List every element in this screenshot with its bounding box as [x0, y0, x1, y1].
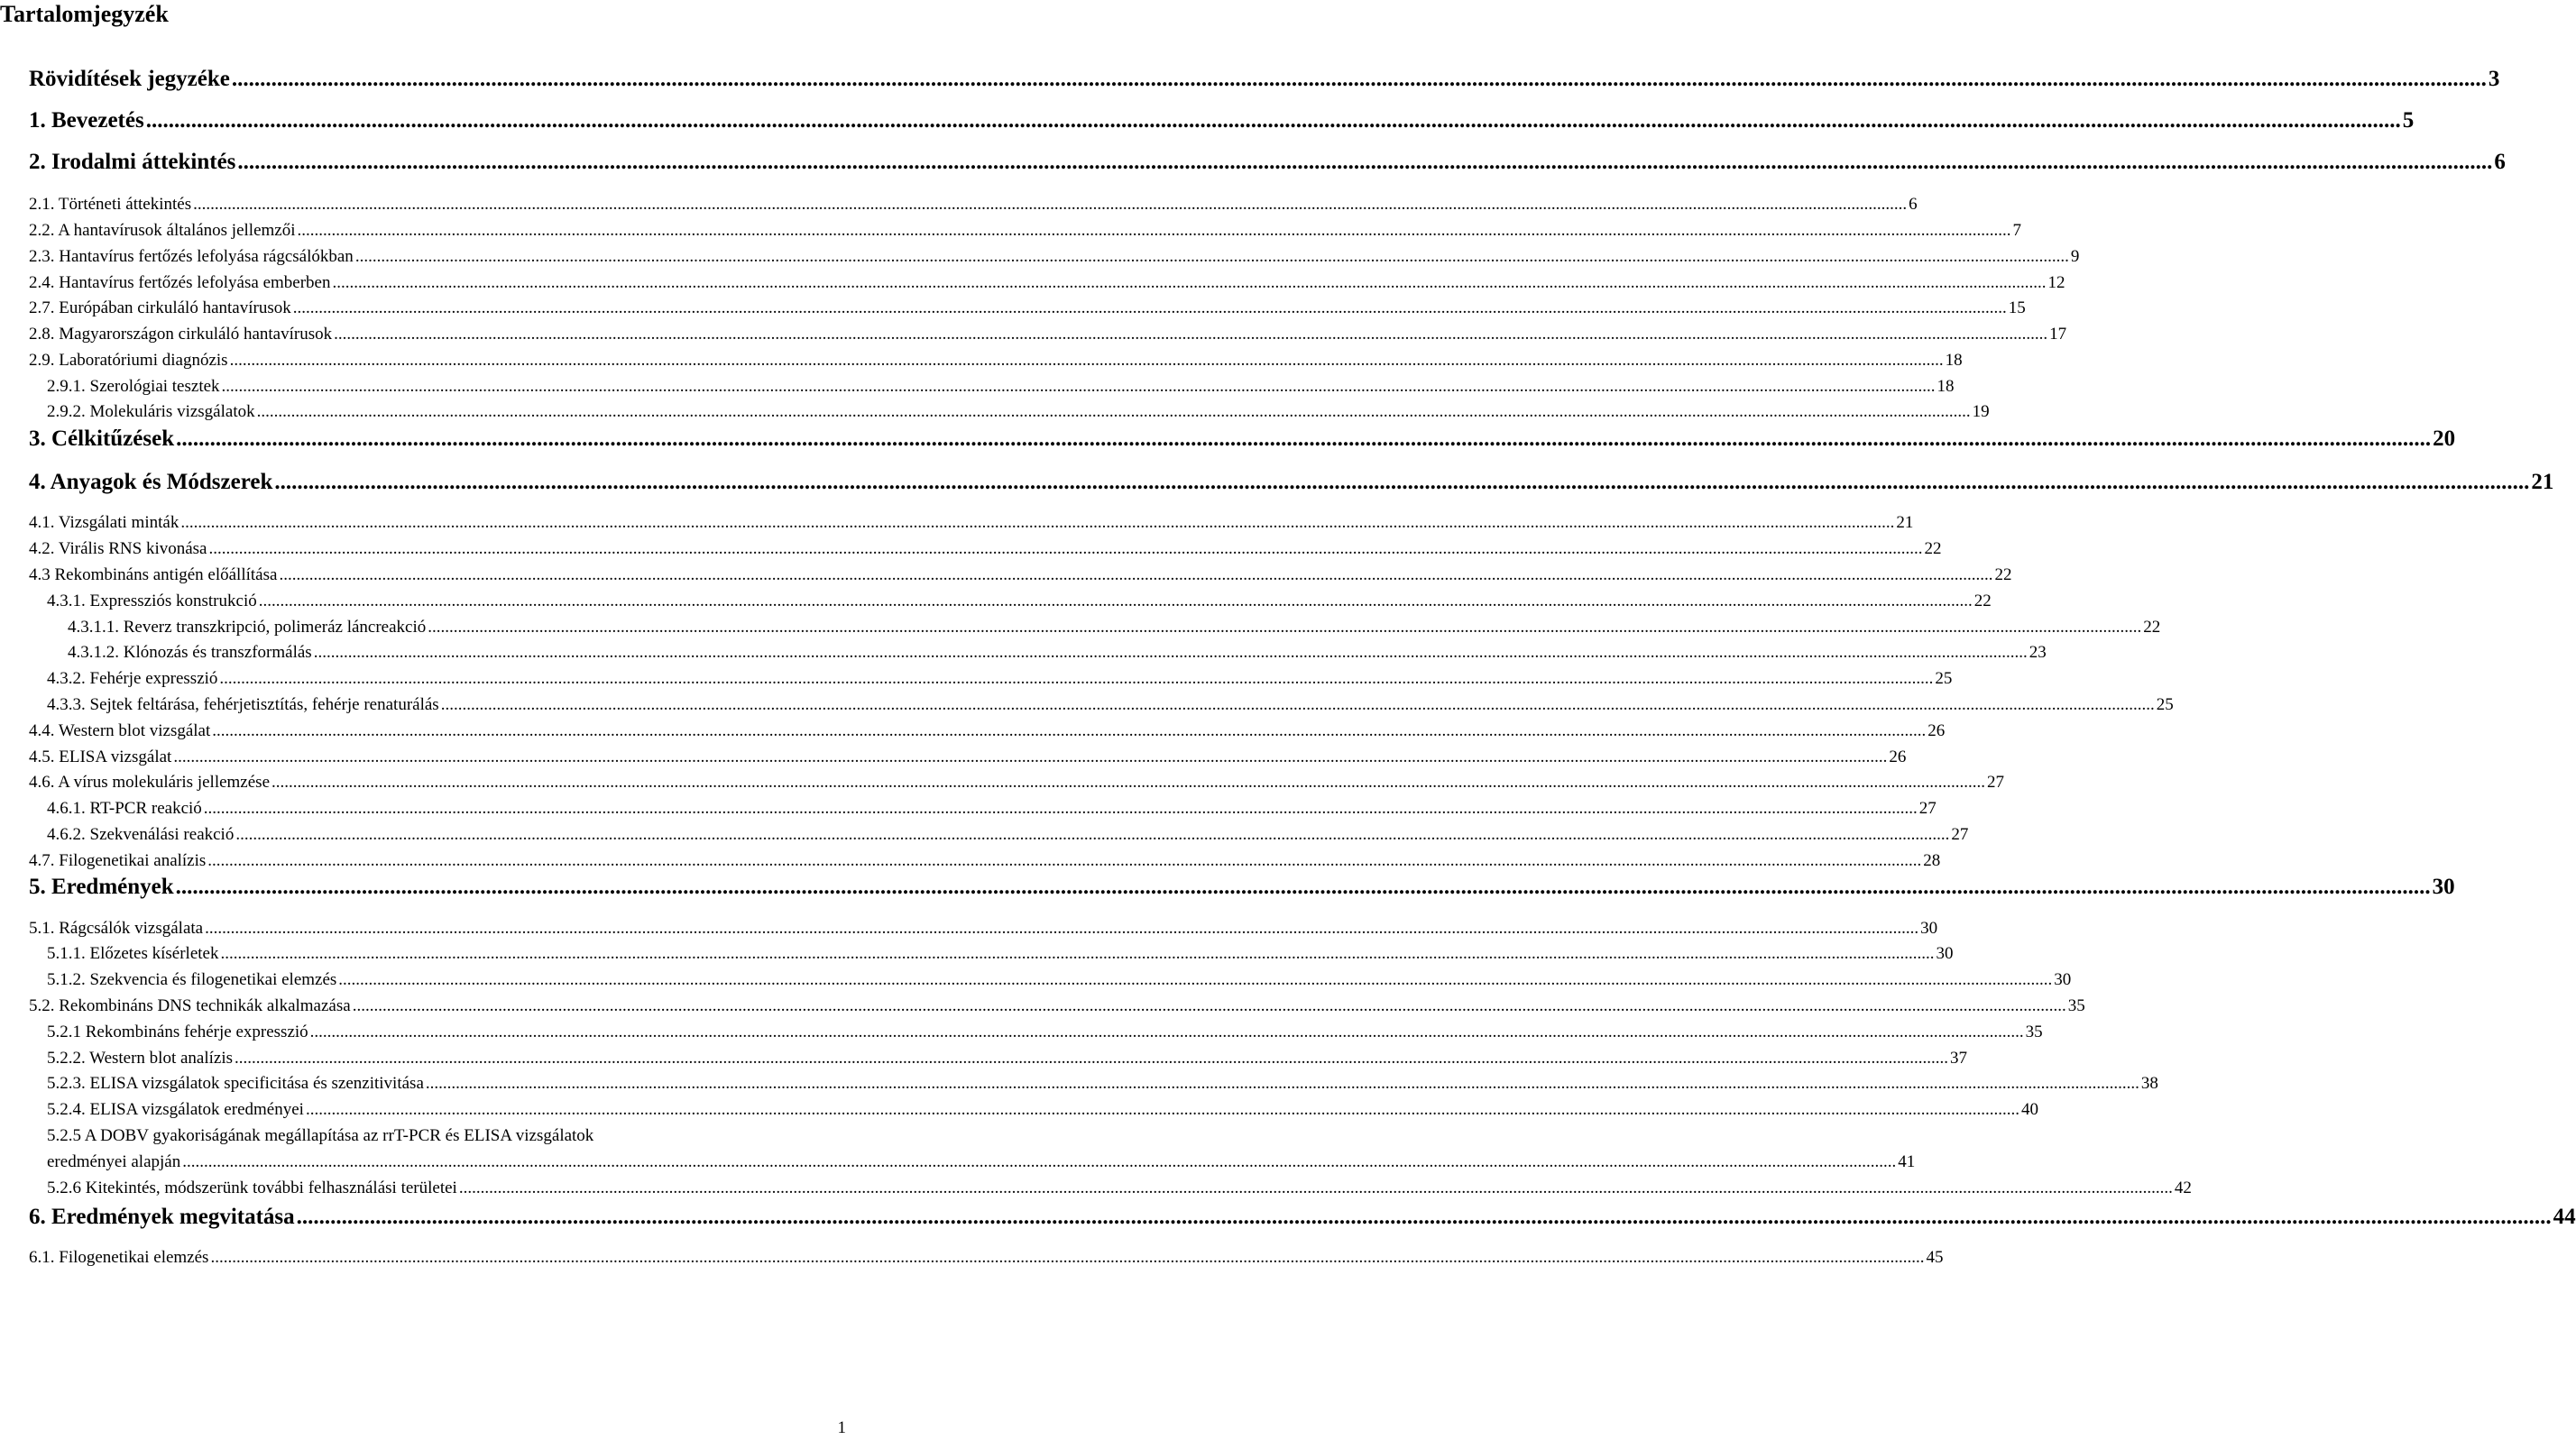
toc-entry-page: 41	[1898, 1152, 1916, 1171]
toc-entry-page: 40	[2020, 1100, 2038, 1119]
toc-entry-page: 22	[2143, 618, 2161, 637]
toc-entry[interactable]	[47, 1152, 1916, 1172]
toc-dot-leader: ................................................................................................................................................................................................................................................................................................................................................................................................................	[271, 773, 1986, 792]
toc-dot-leader: ................................................................................................................................................................................................................................................................................................................................................................................................................	[274, 470, 2530, 494]
toc-entry-page: 27	[1951, 825, 1969, 844]
toc-dot-leader: ................................................................................................................................................................................................................................................................................................................................................................................................................	[279, 565, 1993, 584]
toc-dot-leader: ................................................................................................................................................................................................................................................................................................................................................................................................................	[313, 643, 2028, 662]
toc-dot-leader: ................................................................................................................................................................................................................................................................................................................................................................................................................	[180, 513, 1895, 532]
toc-entry-label: 5.1. Rágcsálók vizsgálata	[29, 919, 204, 938]
toc-entry-label: 6.1. Filogenetikai elemzés	[29, 1248, 209, 1267]
toc-dot-leader: ................................................................................................................................................................................................................................................................................................................................................................................................................	[182, 1152, 1897, 1171]
toc-entry-page: 22	[1973, 592, 1992, 610]
toc-dot-leader: ................................................................................................................................................................................................................................................................................................................................................................................................................	[221, 377, 1936, 396]
toc-entry-label: 4.3.1. Expressziós konstrukció	[47, 592, 257, 610]
toc-dot-leader: ................................................................................................................................................................................................................................................................................................................................................................................................................	[354, 247, 2069, 266]
toc-entry[interactable]	[29, 221, 2021, 241]
toc-entry-label: 5.2.4. ELISA vizsgálatok eredményei	[47, 1100, 304, 1119]
toc-entry-label: 3. Célkitűzések	[29, 426, 175, 451]
toc-entry[interactable]	[29, 325, 2067, 344]
toc-dot-leader: ................................................................................................................................................................................................................................................................................................................................................................................................................	[175, 875, 2431, 899]
toc-dot-leader: ................................................................................................................................................................................................................................................................................................................................................................................................................	[237, 150, 2493, 174]
toc-entry-label: eredményei alapján	[47, 1152, 181, 1171]
page-number: 1	[837, 1418, 846, 1437]
toc-entry-label: 4.3.1.1. Reverz transzkripció, polimeráz láncreakció	[68, 618, 427, 637]
toc-entry-label: 2.1. Történeti áttekintés	[29, 195, 192, 214]
toc-entry[interactable]	[29, 721, 1946, 741]
toc-entry-label: 5. Eredmények	[29, 875, 174, 899]
toc-dot-leader: ................................................................................................................................................................................................................................................................................................................................................................................................................	[296, 1205, 2552, 1229]
toc-dot-leader: ................................................................................................................................................................................................................................................................................................................................................................................................................	[428, 618, 2142, 637]
toc-entry-page: 26	[1927, 721, 1946, 740]
toc-dot-leader: ................................................................................................................................................................................................................................................................................................................................................................................................................	[229, 351, 1944, 370]
toc-entry-page: 12	[2047, 273, 2065, 292]
toc-entry-label: 4.6. A vírus molekuláris jellemzése	[29, 773, 271, 792]
toc-entry-label: 2.9.2. Molekuláris vizsgálatok	[47, 402, 255, 421]
toc-dot-leader: ................................................................................................................................................................................................................................................................................................................................................................................................................	[440, 695, 2155, 714]
toc-entry-page: 28	[1923, 851, 1941, 870]
toc-entry-page: 6	[2494, 150, 2506, 174]
toc-entry-label: 4. Anyagok és Módszerek	[29, 470, 273, 494]
toc-entry-label: 2.9.1. Szerológiai tesztek	[47, 377, 220, 396]
toc-entry-page: 45	[1926, 1248, 1944, 1267]
toc-entry[interactable]	[29, 247, 2080, 267]
toc-dot-leader: ................................................................................................................................................................................................................................................................................................................................................................................................................	[352, 996, 2066, 1015]
toc-entry-label: 5.2.5 A DOBV gyakoriságának megállapítása az rrT-PCR és ELISA vizsgálatok	[47, 1126, 594, 1145]
toc-dot-leader: ................................................................................................................................................................................................................................................................................................................................................................................................................	[173, 748, 1888, 766]
toc-entry-page: 30	[1920, 919, 1938, 938]
toc-entry-label: 2. Irodalmi áttekintés	[29, 150, 236, 174]
toc-entry[interactable]	[47, 1100, 2038, 1120]
toc-entry-page: 30	[2054, 970, 2072, 989]
toc-dot-leader: ................................................................................................................................................................................................................................................................................................................................................................................................................	[305, 1100, 2019, 1119]
toc-entry[interactable]	[29, 351, 1963, 371]
toc-entry-label: 4.5. ELISA vizsgálat	[29, 748, 172, 766]
toc-entry-label: 4.3.3. Sejtek feltárása, fehérjetisztítás, fehérje renaturálás	[47, 695, 439, 714]
toc-entry-label: 4.6.1. RT-PCR reakció	[47, 799, 202, 818]
toc-entry-page: 17	[2049, 325, 2067, 344]
toc-entry[interactable]	[47, 1074, 2158, 1094]
toc-entry-page: 9	[2070, 247, 2080, 266]
toc-dot-leader: ................................................................................................................................................................................................................................................................................................................................................................................................................	[193, 195, 1908, 214]
toc-entry[interactable]	[47, 1179, 2192, 1198]
toc-entry-page: 22	[1994, 565, 2012, 584]
toc-entry-label: 5.2.2. Western blot analízis	[47, 1049, 234, 1068]
toc-entry-page: 18	[1937, 377, 1955, 396]
toc-dot-leader: ................................................................................................................................................................................................................................................................................................................................................................................................................	[212, 721, 1927, 740]
toc-entry[interactable]	[29, 996, 2085, 1016]
toc-entry-label: 2.3. Hantavírus fertőzés lefolyása rágcsálókban	[29, 247, 354, 266]
toc-entry-label: 5.2.1 Rekombináns fehérje expresszió	[47, 1023, 308, 1041]
toc-entry-label: 5.2. Rekombináns DNS technikák alkalmazása	[29, 996, 351, 1015]
toc-entry-page: 25	[1935, 669, 1953, 688]
toc-entry-page: 35	[2067, 996, 2085, 1015]
toc-entry[interactable]	[47, 970, 2072, 990]
toc-entry[interactable]	[29, 67, 2500, 92]
toc-dot-leader: ................................................................................................................................................................................................................................................................................................................................................................................................................	[458, 1179, 2173, 1197]
toc-entry-page: 19	[1972, 402, 1990, 421]
toc-entry[interactable]	[47, 592, 1992, 611]
toc-entry-page: 30	[2432, 875, 2455, 899]
toc-dot-leader: ................................................................................................................................................................................................................................................................................................................................................................................................................	[338, 970, 2053, 989]
toc-entry-label: 5.1.2. Szekvencia és filogenetikai elemzés	[47, 970, 337, 989]
toc-dot-leader: ................................................................................................................................................................................................................................................................................................................................................................................................................	[203, 799, 1918, 818]
toc-entry-page: 21	[2531, 470, 2554, 494]
toc-entry[interactable]	[29, 748, 1907, 767]
toc-entry[interactable]	[29, 773, 2005, 793]
toc-dot-leader: ................................................................................................................................................................................................................................................................................................................................................................................................................	[145, 108, 2401, 133]
toc-dot-leader: ................................................................................................................................................................................................................................................................................................................................................................................................................	[176, 426, 2432, 451]
toc-entry-page: 35	[2025, 1023, 2043, 1041]
toc-entry-label: 2.4. Hantavírus fertőzés lefolyása emberben	[29, 273, 331, 292]
toc-entry-page: 25	[2156, 695, 2174, 714]
toc-entry[interactable]	[29, 470, 2554, 495]
toc-dot-leader: ................................................................................................................................................................................................................................................................................................................................................................................................................	[334, 325, 2048, 344]
toc-dot-leader: ................................................................................................................................................................................................................................................................................................................................................................................................................	[219, 669, 1934, 688]
toc-entry-label: 4.3 Rekombináns antigén előállítása	[29, 565, 278, 584]
toc-dot-leader: ................................................................................................................................................................................................................................................................................................................................................................................................................	[205, 919, 1919, 938]
toc-entry-label: 2.9. Laboratóriumi diagnózis	[29, 351, 228, 370]
toc-dot-leader: ................................................................................................................................................................................................................................................................................................................................................................................................................	[425, 1074, 2139, 1093]
toc-entry-page: 22	[1924, 539, 1942, 558]
toc-entry-page: 38	[2140, 1074, 2158, 1093]
toc-entry[interactable]	[47, 825, 1969, 845]
toc-entry-label: 4.4. Western blot vizsgálat	[29, 721, 211, 740]
toc-dot-leader: ................................................................................................................................................................................................................................................................................................................................................................................................................	[258, 592, 1973, 610]
toc-entry-label: 2.7. Európában cirkuláló hantavírusok	[29, 298, 291, 317]
toc-entry-label: 4.2. Virális RNS kivonása	[29, 539, 207, 558]
toc-entry[interactable]	[29, 851, 1941, 871]
toc-dot-leader: ................................................................................................................................................................................................................................................................................................................................................................................................................	[235, 1049, 1949, 1068]
toc-entry[interactable]	[29, 1205, 2576, 1230]
toc-entry[interactable]	[47, 1049, 1968, 1069]
toc-entry[interactable]	[29, 150, 2506, 175]
toc-entry[interactable]	[29, 426, 2456, 452]
toc-entry-page: 3	[2488, 67, 2500, 91]
toc-entry-page: 20	[2433, 426, 2456, 451]
toc-entry[interactable]	[47, 1023, 2043, 1042]
toc-dot-leader: ................................................................................................................................................................................................................................................................................................................................................................................................................	[292, 298, 2007, 317]
toc-entry[interactable]	[47, 402, 1990, 422]
toc-entry[interactable]	[29, 108, 2415, 133]
toc-entry-label: 4.6.2. Szekvenálási reakció	[47, 825, 235, 844]
toc-entry-page: 37	[1950, 1049, 1968, 1068]
toc-entry-label: 4.3.1.2. Klónozás és transzformálás	[68, 643, 312, 662]
toc-entry[interactable]	[47, 669, 1953, 689]
toc-entry-page: 7	[2012, 221, 2021, 240]
toc-entry-page: 42	[2174, 1179, 2192, 1197]
toc-entry-page: 27	[1918, 799, 1937, 818]
toc-entry-label: 5.2.3. ELISA vizsgálatok specificitása és szenzitivitása	[47, 1074, 424, 1093]
toc-entry-page: 27	[1987, 773, 2005, 792]
toc-entry-label: 4.7. Filogenetikai analízis	[29, 851, 207, 870]
toc-entry[interactable]	[68, 618, 2161, 637]
toc-dot-leader: ................................................................................................................................................................................................................................................................................................................................................................................................................	[309, 1023, 2024, 1041]
toc-dot-leader: ................................................................................................................................................................................................................................................................................................................................................................................................................	[332, 273, 2047, 292]
toc-entry[interactable]	[29, 298, 2026, 318]
toc-dot-leader: ................................................................................................................................................................................................................................................................................................................................................................................................................	[210, 1248, 1925, 1267]
toc-entry-label: 2.2. A hantavírusok általános jellemzői	[29, 221, 296, 240]
toc-entry-label: 2.8. Magyarországon cirkuláló hantavírusok	[29, 325, 333, 344]
toc-entry[interactable]	[29, 273, 2065, 293]
toc-entry[interactable]	[29, 875, 2455, 900]
toc-entry-label: 5.1.1. Előzetes kísérletek	[47, 944, 219, 963]
toc-entry-label: 5.2.6 Kitekintés, módszerünk további felhasználási területei	[47, 1179, 457, 1197]
toc-entry[interactable]	[47, 944, 1954, 964]
toc-entry[interactable]	[47, 1126, 850, 1146]
toc-entry[interactable]	[29, 1248, 1944, 1268]
toc-title: Tartalomjegyzék	[0, 1, 169, 27]
toc-entry[interactable]	[29, 513, 1914, 533]
toc-entry-label: 1. Bevezetés	[29, 108, 144, 133]
toc-entry[interactable]	[29, 195, 1918, 215]
toc-entry[interactable]	[68, 643, 2047, 663]
toc-entry-page: 26	[1889, 748, 1907, 766]
toc-dot-leader: ................................................................................................................................................................................................................................................................................................................................................................................................................	[231, 67, 2487, 91]
toc-entry-label: 4.3.2. Fehérje expresszió	[47, 669, 218, 688]
toc-entry-page: 6	[1909, 195, 1918, 214]
toc-entry-page: 18	[1945, 351, 1963, 370]
toc-entry-page: 5	[2402, 108, 2415, 133]
toc-dot-leader: ................................................................................................................................................................................................................................................................................................................................................................................................................	[207, 851, 1922, 870]
toc-entry[interactable]	[29, 539, 1942, 559]
toc-entry-page: 30	[1936, 944, 1954, 963]
toc-entry[interactable]	[47, 377, 1955, 397]
toc-dot-leader: ................................................................................................................................................................................................................................................................................................................................................................................................................	[220, 944, 1935, 963]
toc-dot-leader: ................................................................................................................................................................................................................................................................................................................................................................................................................	[297, 221, 2011, 240]
toc-entry-page: 15	[2008, 298, 2026, 317]
toc-entry-label: Rövidítések jegyzéke	[29, 67, 230, 91]
toc-dot-leader: ................................................................................................................................................................................................................................................................................................................................................................................................................	[208, 539, 1923, 558]
toc-entry-page: 21	[1896, 513, 1914, 532]
toc-dot-leader: ................................................................................................................................................................................................................................................................................................................................................................................................................	[235, 825, 1950, 844]
toc-entry[interactable]	[47, 799, 1937, 819]
toc-entry[interactable]	[47, 695, 2174, 715]
toc-dot-leader: ................................................................................................................................................................................................................................................................................................................................................................................................................	[256, 402, 1971, 421]
toc-entry[interactable]	[29, 919, 1938, 939]
toc-entry-page: 23	[2029, 643, 2047, 662]
toc-entry[interactable]	[29, 565, 2012, 585]
toc-entry-label: 6. Eredmények megvitatása	[29, 1205, 295, 1229]
toc-entry-label: 4.1. Vizsgálati minták	[29, 513, 179, 532]
toc-entry-page: 44	[2553, 1205, 2576, 1229]
